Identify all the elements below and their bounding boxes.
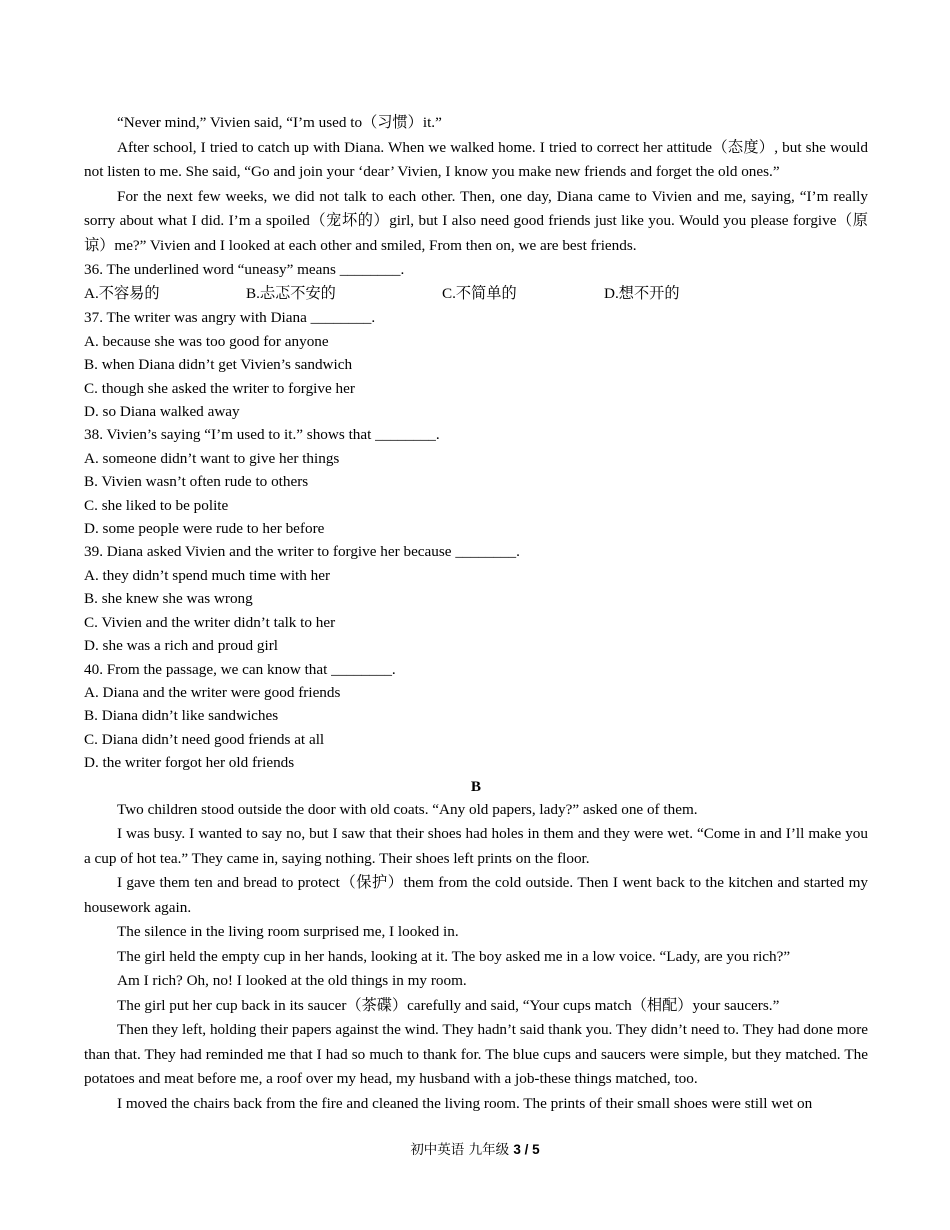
question-37: [84, 306, 868, 423]
option-b: B. when Diana didn’t get Vivien’s sandwich: [84, 356, 353, 374]
passage-b-paragraph: Am I rich? Oh, no! I looked at the old things in my room.: [117, 972, 467, 990]
option-d: D.想不开的: [604, 285, 680, 303]
option-c: C. she liked to be polite: [84, 496, 229, 514]
option-b: B. she knew she was wrong: [84, 590, 253, 608]
option-row: [84, 281, 868, 306]
option-c: C. though she asked the writer to forgive her: [84, 379, 355, 397]
option-b: B.忐忑不安的: [246, 285, 336, 303]
page-number: 3 / 5: [513, 1142, 540, 1157]
question-stem: 36. The underlined word “uneasy” means ________.: [84, 261, 405, 278]
question-stem: 39. Diana asked Vivien and the writer to forgive her because ________.: [84, 543, 520, 561]
passage-b-paragraph: I was busy. I wanted to say no, but I saw that their shoes had holes in them and they were wet. “Come in and I’ll make you a cup of hot tea.” They came in, saying nothing. Their shoes left prints on the floor.: [84, 825, 868, 867]
passage-a-paragraph: After school, I tried to catch up with Diana. When we walked home. I tried to correct her attitude（态度）, but she would not listen to me. She said, “Go and join your ‘dear’ Vivien, I know you make new friends and forget the old ones.”: [84, 138, 868, 180]
option-c: C. Vivien and the writer didn’t talk to her: [84, 613, 336, 631]
passage-b-paragraph: I gave them ten and bread to protect（保护）them from the cold outside. Then I went back to the kitchen and started my housework again.: [84, 874, 868, 916]
option-a: A. they didn’t spend much time with her: [84, 566, 331, 584]
question-38: [84, 423, 868, 540]
option-b: B. Diana didn’t like sandwiches: [84, 707, 279, 725]
option-c: C.不简单的: [442, 285, 517, 303]
passage-a-paragraph: For the next few weeks, we did not talk to each other. Then, one day, Diana came to Vivien and me, saying, “I’m really sorry about what I did. I’m a spoiled（宠坏的）girl, but I also need good friends just like you. Would you please forgive（原谅）me?” Vivien and I looked at each other and smiled, From then on, we are best friends.: [84, 187, 868, 254]
option-d: D. some people were rude to her before: [84, 520, 325, 538]
passage-b-paragraph: Then they left, holding their papers against the wind. They hadn’t said thank you. They didn’t need to. They had done more than that. They had reminded me that I had so much to thank for. The blue cups and saucers were simple, but they matched. The potatoes and meat before me, a roof over my head, my husband with a job-these things matched, too.: [84, 1021, 868, 1088]
page-footer: [0, 1138, 950, 1158]
question-stem: 38. Vivien’s saying “I’m used to it.” shows that ________.: [84, 426, 440, 444]
question-stem: 40. From the passage, we can know that ________.: [84, 660, 396, 678]
passage-b-paragraph: The girl held the empty cup in her hands, looking at it. The boy asked me in a low voice. “Lady, are you rich?”: [117, 947, 791, 965]
option-d: D. so Diana walked away: [84, 403, 240, 421]
section-b-heading: B: [470, 777, 482, 795]
option-b: B. Vivien wasn’t often rude to others: [84, 473, 309, 491]
option-a: A. someone didn’t want to give her things: [84, 449, 340, 467]
option-d: D. she was a rich and proud girl: [84, 637, 279, 655]
passage-a-paragraph: “Never mind,” Vivien said, “I’m used to（习惯）it.”: [117, 114, 442, 131]
option-a: A. because she was too good for anyone: [84, 332, 329, 350]
passage-b-paragraph: I moved the chairs back from the fire and cleaned the living room. The prints of their small shoes were still wet on: [117, 1094, 813, 1112]
passage-b-paragraph: The girl put her cup back in its saucer（茶碟）carefully and said, “Your cups match（相配）your saucers.”: [117, 996, 780, 1014]
passage-b-paragraph: The silence in the living room surprised me, I looked in.: [117, 923, 459, 941]
exam-page: [84, 111, 868, 1116]
question-stem: 37. The writer was angry with Diana ________.: [84, 309, 376, 327]
question-36: [84, 258, 868, 306]
footer-subject: 初中英语 九年级: [410, 1142, 514, 1158]
option-a: A.不容易的: [84, 285, 160, 303]
option-c: C. Diana didn’t need good friends at all: [84, 730, 325, 748]
question-40: [84, 658, 868, 775]
option-a: A. Diana and the writer were good friends: [84, 683, 341, 701]
option-d: D. the writer forgot her old friends: [84, 754, 295, 772]
passage-b-paragraph: Two children stood outside the door with old coats. “Any old papers, lady?” asked one of them.: [117, 800, 698, 818]
question-39: [84, 540, 868, 657]
